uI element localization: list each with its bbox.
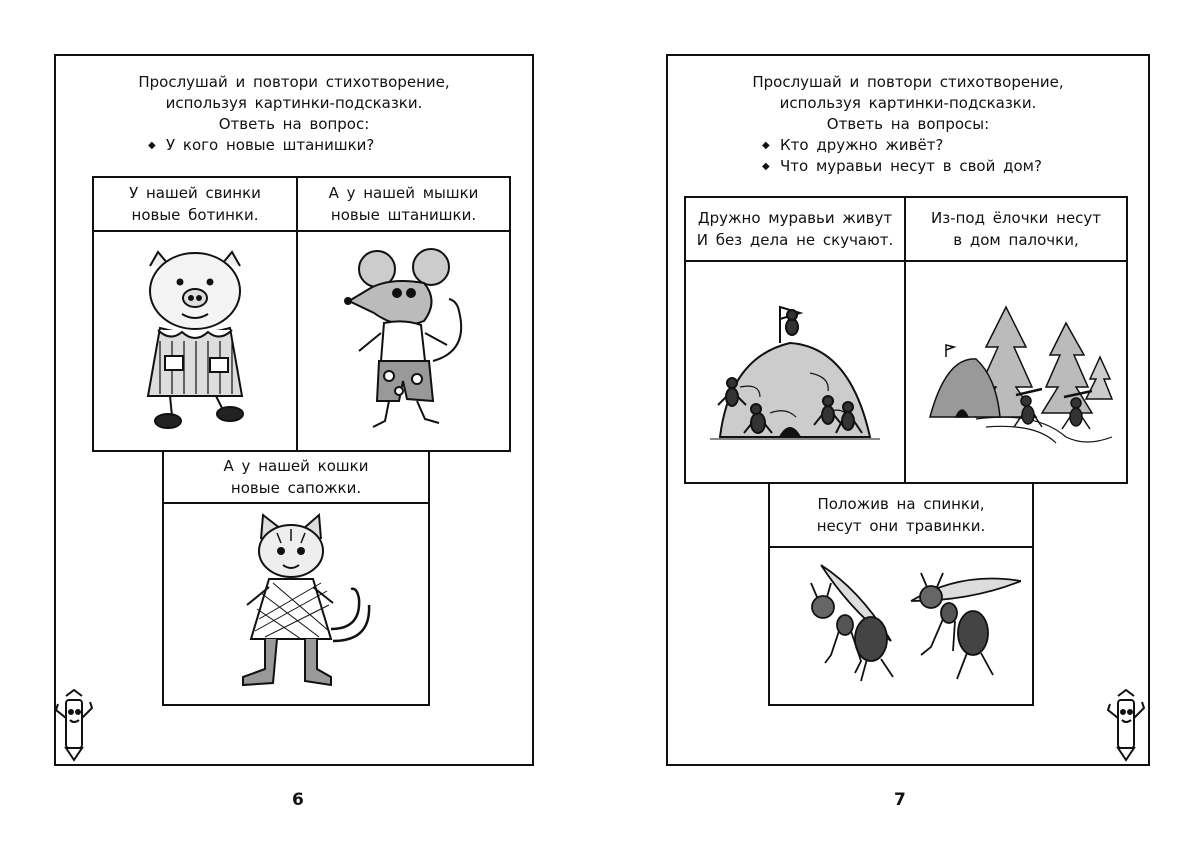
panel-mouse bbox=[296, 176, 511, 452]
caption-line: новые штанишки. bbox=[330, 206, 477, 224]
panel-anthill bbox=[684, 196, 906, 484]
ants-carrying-grass-icon bbox=[770, 548, 1032, 704]
caption-line: новые ботинки. bbox=[131, 206, 259, 224]
pencil-mascot-icon bbox=[1104, 688, 1148, 766]
caption-line: Дружно муравьи живут bbox=[697, 209, 893, 227]
anthill-icon bbox=[686, 262, 904, 482]
panel-caption bbox=[164, 452, 428, 504]
mouse-in-shorts-icon bbox=[298, 232, 509, 450]
pencil-mascot-icon bbox=[52, 688, 96, 766]
caption-line: А у нашей мышки bbox=[328, 184, 479, 202]
caption-line: И без дела не скучают. bbox=[696, 231, 894, 249]
ants-carrying-sticks-icon bbox=[906, 262, 1126, 482]
instruction-line: Прослушай и повтори стихотворение, bbox=[752, 73, 1064, 91]
question-bullet: ◆ Кто дружно живёт? bbox=[762, 135, 1148, 156]
page-number: 6 bbox=[292, 790, 304, 810]
cat-in-boots-icon bbox=[164, 504, 428, 704]
question-bullet: ◆ У кого новые штанишки? bbox=[148, 135, 532, 156]
panel-caption bbox=[906, 198, 1126, 262]
panel-caption bbox=[686, 198, 904, 262]
caption-line: Из-под ёлочки несут bbox=[930, 209, 1102, 227]
pig-in-dress-icon bbox=[94, 232, 296, 450]
instruction-line: Прослушай и повтори стихотворение, bbox=[138, 73, 450, 91]
instructions bbox=[56, 72, 532, 156]
question-bullet: ◆ Что муравьи несут в свой дом? bbox=[762, 156, 1148, 177]
caption-line: Положив на спинки, bbox=[817, 495, 985, 513]
caption-line: новые сапожки. bbox=[230, 479, 362, 497]
panel-caption bbox=[770, 484, 1032, 548]
instruction-line: Ответь на вопрос: bbox=[218, 115, 370, 133]
left-page bbox=[54, 54, 534, 766]
page-number: 7 bbox=[894, 790, 906, 810]
panel-caption bbox=[298, 178, 509, 232]
panel-ants-grass bbox=[768, 482, 1034, 706]
panel-ants-sticks bbox=[904, 196, 1128, 484]
panel-cat bbox=[162, 450, 430, 706]
caption-line: в дом палочки, bbox=[953, 231, 1079, 249]
instructions bbox=[668, 72, 1148, 177]
instruction-line: Ответь на вопросы: bbox=[826, 115, 990, 133]
caption-line: несут они травинки. bbox=[816, 517, 986, 535]
instruction-line: используя картинки-подсказки. bbox=[165, 94, 423, 112]
panel-pig bbox=[92, 176, 298, 452]
panel-caption bbox=[94, 178, 296, 232]
instruction-line: используя картинки-подсказки. bbox=[779, 94, 1037, 112]
caption-line: У нашей свинки bbox=[129, 184, 261, 202]
caption-line: А у нашей кошки bbox=[223, 457, 369, 475]
right-page bbox=[666, 54, 1150, 766]
